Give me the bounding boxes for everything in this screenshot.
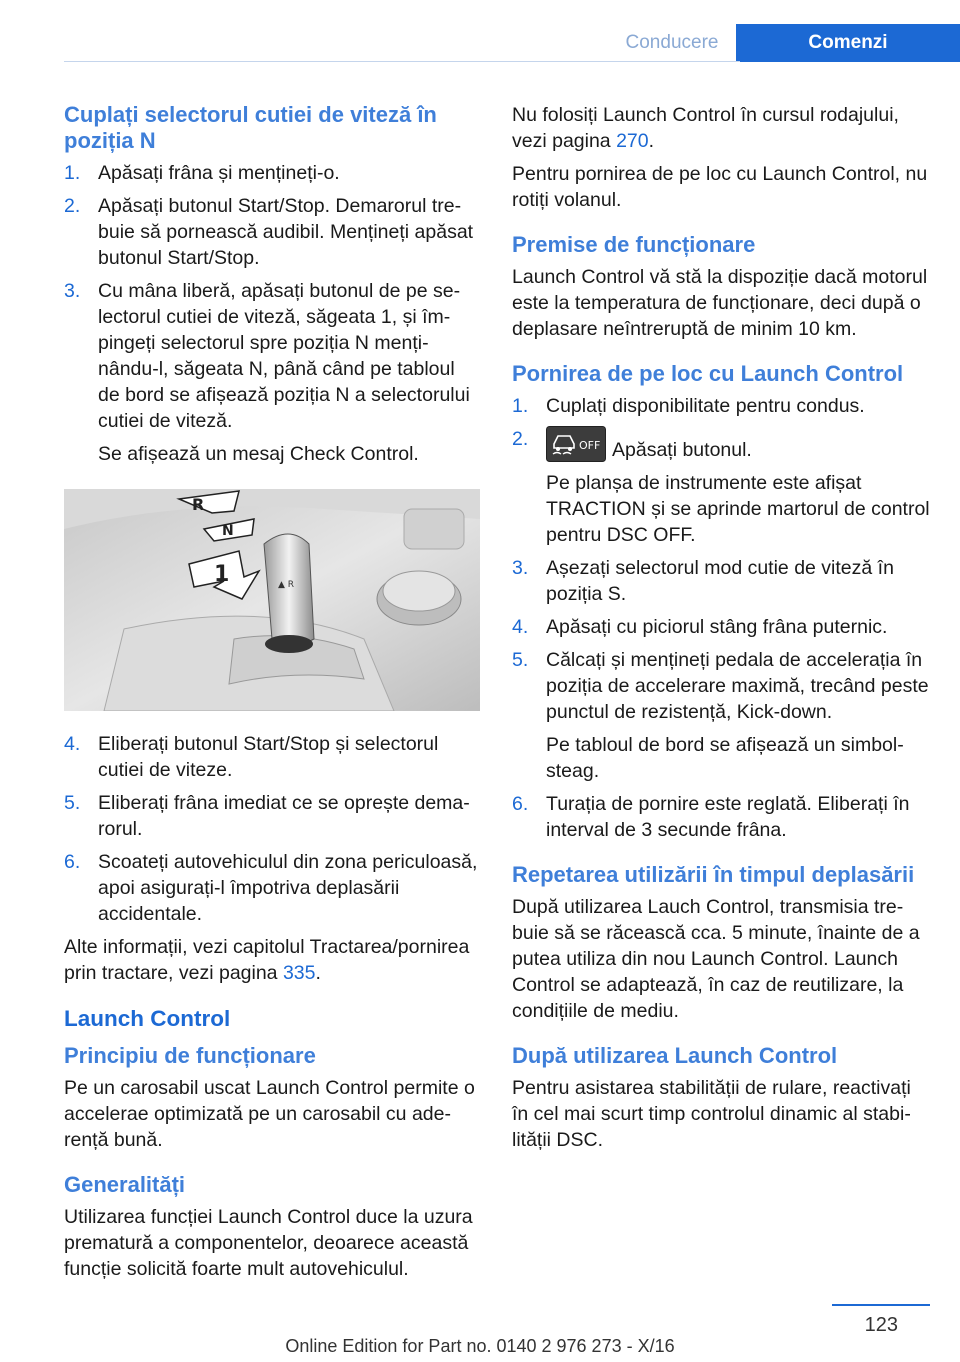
- launch-step-2: [512, 426, 930, 463]
- intro-end: .: [648, 130, 655, 152]
- launch-step-1: [512, 393, 930, 419]
- prereq-text: Launch Control vă stă la dispoziție dacă motorul este la temperatura de funcționare, deci după o deplasare neîntreruptă de minim 10 km.: [512, 266, 928, 340]
- label-1: 1: [214, 562, 230, 587]
- step-text: Cu mâna liberă, apăsați butonul de pe selectorul cutiei de viteză, săgeata 1, și împingeți selectorul spre poziția N menținându-l, săgeata N, până când pe tabloul de bord se afișează poziția N a selectorului cutiei de viteză.: [98, 280, 470, 432]
- step-3-note: Se afișează un mesaj Check Control.: [98, 443, 419, 465]
- page-link-335[interactable]: 335: [282, 962, 316, 984]
- step-number: 6.: [512, 793, 529, 815]
- more-info-end: .: [315, 962, 321, 984]
- gear-selector-figure: [64, 489, 480, 711]
- step-text: Apăsați cu piciorul stâng frâna puternic.: [546, 616, 888, 638]
- dsc-off-button-icon: [546, 426, 606, 462]
- step-6: [64, 849, 480, 927]
- step-number: 2.: [64, 195, 81, 217]
- launch-steps: [512, 393, 930, 463]
- step-number: 5.: [64, 792, 81, 814]
- heading-engage-neutral: Cuplați selectorul cutiei de viteză în poziția N: [64, 102, 437, 153]
- dsc-off-label: OFF: [579, 439, 601, 452]
- launch-step-6: [512, 791, 930, 843]
- step-text: Eliberați frâna imediat ce se oprește demarorul.: [98, 792, 470, 840]
- step-text: Eliberați butonul Start/Stop și selectorul cutiei de viteze.: [98, 733, 439, 781]
- steps-list-a: [64, 160, 480, 434]
- heading-launch-control: Launch Control: [64, 1006, 231, 1031]
- header-divider: [64, 61, 740, 62]
- heading-start-launch: Pornirea de pe loc cu Launch Control: [512, 361, 904, 386]
- launch-step-3: [512, 555, 930, 607]
- lever-marking: ▲ R: [278, 580, 295, 590]
- step-5: [64, 790, 480, 842]
- step-text: Apăsați butonul.: [612, 439, 752, 461]
- step-number: 1.: [512, 395, 529, 417]
- right-column: [512, 102, 930, 1160]
- step-text: Turația de pornire este reglată. Eliberați în interval de 3 secunde frâna.: [546, 793, 910, 841]
- step-5-note: Pe tabloul de bord se afișează un simbolsteag.: [546, 734, 904, 782]
- step-number: 6.: [64, 851, 81, 873]
- step-number: 3.: [512, 557, 529, 579]
- edition-footer: Online Edition for Part no. 0140 2 976 273 - X/16: [285, 1336, 675, 1356]
- after-text: Pentru asistarea stabilității de rulare, reactivați în cel mai scurt timp controlul dinamic al stabilității DSC.: [512, 1077, 911, 1151]
- step-text: Călcați și mențineți pedala de accelerația în poziția de accelerare maximă, trecând peste punctul de rezistență, Kick-down.: [546, 649, 929, 723]
- step-2-note: Pe planșa de instrumente este afișat TRACTION și se aprinde martorul de control pentru DSC OFF.: [546, 472, 930, 546]
- page-link-270[interactable]: 270: [616, 130, 649, 152]
- launch-step-4: [512, 614, 930, 640]
- heading-prerequisites: Premise de funcționare: [512, 232, 756, 257]
- step-text: Așezați selectorul mod cutie de viteză în poziția S.: [546, 557, 894, 605]
- label-n: N: [222, 523, 234, 539]
- launch-step-5: [512, 647, 930, 725]
- step-4: [64, 731, 480, 783]
- step-text: Scoateți autovehiculul din zona periculoasă, apoi asigurați-l împotriva deplasării accidentale.: [98, 851, 478, 925]
- left-column: [64, 102, 480, 1289]
- step-text: Apăsați frâna și mențineți-o.: [98, 162, 340, 184]
- step-1: [64, 160, 480, 186]
- repeat-text: După utilizarea Lauch Control, transmisia trebuie să se răcească cca. 5 minute, înainte de a putea utiliza din nou Launch Control. Launch Control se adaptează, în caz de reutilizare, la condițiile de mediu.: [512, 896, 920, 1022]
- step-number: 4.: [512, 616, 529, 638]
- general-text: Utilizarea funcției Launch Control duce la uzura prematură a componentelor, deoarece această funcție solicită foarte mult autovehiculul.: [64, 1206, 473, 1280]
- footer-divider: [832, 1304, 930, 1306]
- label-r: R: [192, 495, 205, 514]
- page-number: 123: [864, 1314, 898, 1336]
- tab-conducere[interactable]: Conducere: [608, 24, 736, 62]
- steps-list-b: [64, 731, 480, 927]
- principle-text: Pe un carosabil uscat Launch Control permite o accelerae optimizată pe un carosabil cu aderență bună.: [64, 1077, 475, 1151]
- step-text: Cuplați disponibilitate pentru condus.: [546, 395, 865, 417]
- page-header: [608, 24, 960, 62]
- intro-text: Nu folosiți Launch Control în cursul rodajului, vezi pagina: [512, 104, 899, 152]
- more-info-text: Alte informații, vezi capitolul Tractarea/pornirea prin tractare, vezi pagina: [64, 936, 470, 984]
- step-2: [64, 193, 480, 271]
- tab-comenzi[interactable]: Comenzi: [736, 24, 960, 62]
- step-number: 3.: [64, 280, 81, 302]
- heading-general: Generalități: [64, 1172, 186, 1197]
- launch-steps-mid: [512, 555, 930, 725]
- more-info-paragraph: [64, 934, 480, 986]
- step-text: Apăsați butonul Start/Stop. Demarorul trebuie să pornească audibil. Mențineți apăsat butonul Start/Stop.: [98, 195, 474, 269]
- heading-repeat: Repetarea utilizării în timpul deplasării: [512, 862, 915, 887]
- step-3: [64, 278, 480, 434]
- step-number: 5.: [512, 649, 529, 671]
- step-number: 1.: [64, 162, 81, 184]
- step-number: 4.: [64, 733, 81, 755]
- heading-after: După utilizarea Launch Control: [512, 1043, 838, 1068]
- intro-2: Pentru pornirea de pe loc cu Launch Control, nu rotiți volanul.: [512, 163, 928, 211]
- heading-principle: Principiu de funcționare: [64, 1043, 316, 1068]
- step-number: 2.: [512, 428, 529, 450]
- launch-steps-end: [512, 791, 930, 843]
- intro-paragraph: [512, 102, 930, 154]
